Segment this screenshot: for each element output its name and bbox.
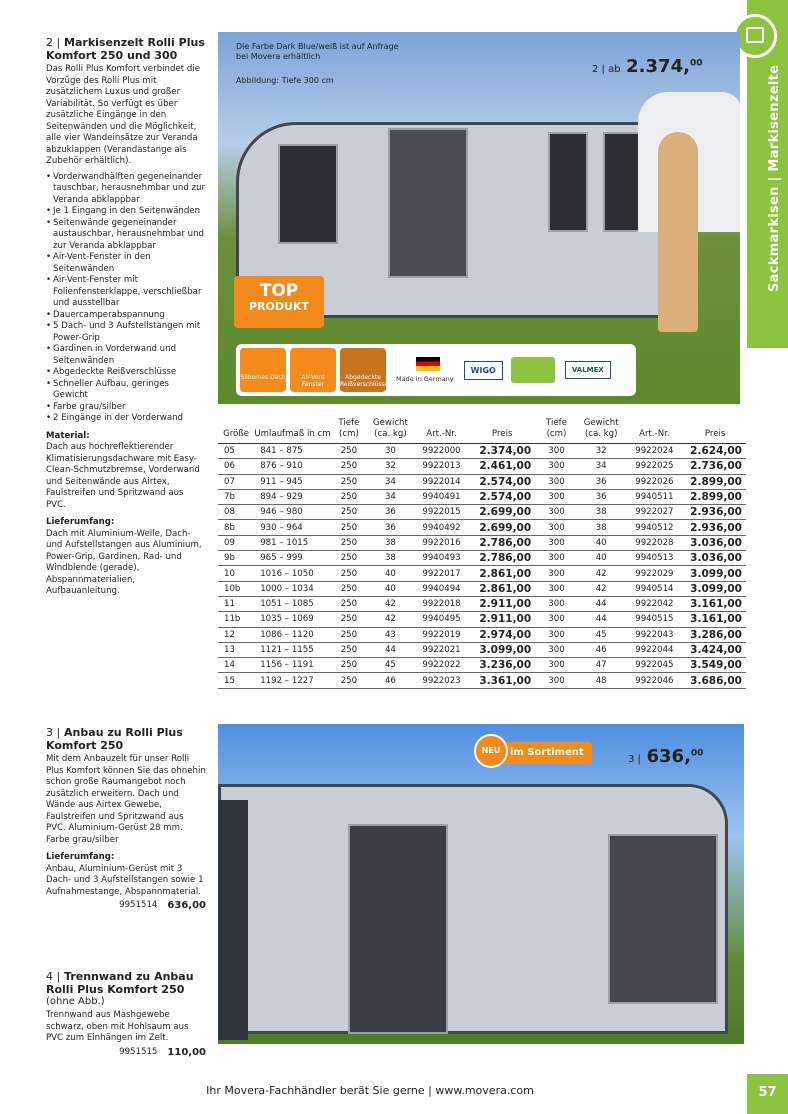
table-cell: 13	[218, 642, 254, 657]
table-cell: 981 – 1015	[254, 535, 331, 550]
table-cell: 2.736,00	[684, 459, 746, 474]
table-cell: 45	[578, 627, 625, 642]
item4-title: Trennwand zu Anbau Rolli Plus Komfort 250	[46, 970, 194, 996]
feature-bullet: • Air-Vent-Fenster mit Folienfensterklappe, verschließbar und ausstellbar	[46, 275, 206, 310]
table-row	[218, 444, 746, 459]
top-produkt-badge: TOP PRODUKT	[234, 276, 324, 328]
neu-im-sortiment-badge: NEU im Sortiment	[480, 742, 592, 764]
table-cell: 894 – 929	[254, 489, 331, 504]
table-cell: 2.861,00	[469, 566, 535, 581]
table-cell: 9922000	[414, 444, 469, 459]
feature-bullet: • 2 Eingänge in der Vorderwand	[46, 413, 206, 425]
table-cell: 38	[367, 535, 414, 550]
feature-bullet: • Je 1 Eingang in den Seitenwänden	[46, 206, 206, 218]
table-cell: 42	[578, 581, 625, 596]
item4-price-line	[46, 1047, 206, 1059]
table-cell: 9940514	[625, 581, 685, 596]
table-cell: 9922013	[414, 459, 469, 474]
table-cell: 1192 – 1227	[254, 673, 331, 688]
table-cell: 300	[535, 520, 578, 535]
table-cell: 300	[535, 627, 578, 642]
feature-bullet: • 5 Dach- und 3 Aufstellstangen mit Power-Grip	[46, 321, 206, 344]
photo1-caption-color: Die Farbe Dark Blue/weiß ist auf Anfrage bei Movera erhältlich	[236, 42, 399, 61]
table-cell: 300	[535, 459, 578, 474]
table-cell: 911 – 945	[254, 474, 331, 489]
table-cell: 250	[331, 520, 367, 535]
table-cell: 250	[331, 489, 367, 504]
column-header: Umlaufmaß in cm	[254, 418, 331, 444]
table-cell: 48	[578, 673, 625, 688]
table-cell: 1086 – 1120	[254, 627, 331, 642]
air-vent-icon: Air-Vent Fenster	[290, 348, 336, 392]
table-cell: 250	[331, 444, 367, 459]
table-cell: 9922026	[625, 474, 685, 489]
table-cell: 250	[331, 505, 367, 520]
table-cell: 40	[367, 566, 414, 581]
table-cell: 3.099,00	[684, 566, 746, 581]
table-cell: 930 – 964	[254, 520, 331, 535]
item4-art: 9951515	[119, 1046, 158, 1057]
table-row	[218, 535, 746, 550]
table-cell: 9940494	[414, 581, 469, 596]
table-header	[218, 418, 746, 444]
table-cell: 30	[367, 444, 414, 459]
table-cell: 300	[535, 444, 578, 459]
table-row	[218, 474, 746, 489]
table-cell: 3.036,00	[684, 551, 746, 566]
table-cell: 44	[578, 612, 625, 627]
table-cell: 40	[578, 535, 625, 550]
table-cell: 9922017	[414, 566, 469, 581]
table-cell: 9940511	[625, 489, 685, 504]
table-cell: 1000 – 1034	[254, 581, 331, 596]
table-cell: 15	[218, 673, 254, 688]
table-cell: 32	[578, 444, 625, 459]
table-cell: 2.699,00	[469, 505, 535, 520]
table-cell: 300	[535, 581, 578, 596]
table-cell: 250	[331, 551, 367, 566]
table-cell: 9922021	[414, 642, 469, 657]
item2-material-label: Material:	[46, 430, 90, 441]
table-row	[218, 489, 746, 504]
table-cell: 1035 – 1069	[254, 612, 331, 627]
column-header: Gewicht (ca. kg)	[578, 418, 625, 444]
table-cell: 300	[535, 566, 578, 581]
photo1-price: 2 | ab 2.374,00	[592, 56, 703, 77]
table-cell: 2.574,00	[469, 474, 535, 489]
table-cell: 3.099,00	[684, 581, 746, 596]
table-cell: 9922024	[625, 444, 685, 459]
item4-price: 110,00	[167, 1046, 206, 1058]
item2-desc: Das Rolli Plus Komfort verbindet die Vorzüge des Rolli Plus mit zusätzlichem Luxus und großer Variabilität. So verfügt es über zusätzliche Eingänge in den Seitenwänden und die Möglichkeit, alle vier Wandeinsätze zur Veranda abzuklappen (Verandastange als Zubehör erhältlich).	[46, 64, 200, 166]
table-cell: 300	[535, 673, 578, 688]
woman-figure	[658, 132, 698, 332]
table-cell: 9922022	[414, 658, 469, 673]
table-cell: 36	[367, 505, 414, 520]
feature-bullet: • Vorderwandhälften gegeneinander tauschbar, herausnehmbar und zur Veranda abklappbar	[46, 172, 206, 207]
table-cell: 36	[367, 520, 414, 535]
footer: Ihr Movera-Fachhändler berät Sie gerne | www.movera.com	[206, 1084, 534, 1097]
table-cell: 46	[367, 673, 414, 688]
table-cell: 1016 – 1050	[254, 566, 331, 581]
table-cell: 09	[218, 535, 254, 550]
table-cell: 300	[535, 505, 578, 520]
table-cell: 300	[535, 642, 578, 657]
table-cell: 3.161,00	[684, 596, 746, 611]
table-row	[218, 596, 746, 611]
table-cell: 300	[535, 596, 578, 611]
table-cell: 250	[331, 474, 367, 489]
wigo-logo: WIGO	[464, 361, 503, 380]
item3-scope: Anbau, Aluminium-Gerüst mit 3 Dach- und 3 Aufstellstangen sowie 1 Aufnahmestange, Abspannmaterial.	[46, 863, 204, 897]
table-cell: 250	[331, 627, 367, 642]
table-cell: 300	[535, 489, 578, 504]
item3-scope-label: Lieferumfang:	[46, 852, 115, 862]
table-cell: 250	[331, 642, 367, 657]
column-header: Tiefe (cm)	[331, 418, 367, 444]
table-cell: 05	[218, 444, 254, 459]
table-cell: 44	[578, 596, 625, 611]
column-header: Art.-Nr.	[625, 418, 685, 444]
table-cell: 250	[331, 596, 367, 611]
table-cell: 946 – 980	[254, 505, 331, 520]
table-cell: 2.911,00	[469, 596, 535, 611]
item2-title: Markisenzelt Rolli Plus Komfort 250 und 300	[46, 36, 205, 62]
table-cell: 47	[578, 658, 625, 673]
table-cell: 3.099,00	[469, 642, 535, 657]
table-cell: 3.236,00	[469, 658, 535, 673]
table-cell: 2.624,00	[684, 444, 746, 459]
section-tab-label: Sackmarkisen | Markisenzelte	[767, 64, 782, 292]
table-cell: 06	[218, 459, 254, 474]
table-cell: 3.361,00	[469, 673, 535, 688]
table-row	[218, 612, 746, 627]
table-cell: 1156 – 1191	[254, 658, 331, 673]
table-cell: 300	[535, 658, 578, 673]
product-photo-anbau	[218, 724, 744, 1044]
table-cell: 9922023	[414, 673, 469, 688]
table-cell: 9922046	[625, 673, 685, 688]
table-cell: 300	[535, 551, 578, 566]
table-cell: 3.549,00	[684, 658, 746, 673]
german-flag-icon	[416, 357, 440, 371]
table-cell: 9922018	[414, 596, 469, 611]
feature-bullet: • Dauercamperabspannung	[46, 310, 206, 322]
table-cell: 2.699,00	[469, 520, 535, 535]
item4-desc: Trennwand aus Mashgewebe schwarz, oben mit Hohlsaum aus PVC zum Einhängen im Zelt.	[46, 1010, 189, 1043]
table-cell: 250	[331, 535, 367, 550]
column-header: Gewicht (ca. kg)	[367, 418, 414, 444]
table-cell: 841 – 875	[254, 444, 331, 459]
table-cell: 9922043	[625, 627, 685, 642]
table-cell: 2.911,00	[469, 612, 535, 627]
table-cell: 08	[218, 505, 254, 520]
table-cell: 2.461,00	[469, 459, 535, 474]
item3-price: 636,00	[167, 900, 206, 911]
made-in-germany: Made in Germany	[396, 375, 454, 383]
table-cell: 36	[578, 489, 625, 504]
table-row	[218, 551, 746, 566]
table-cell: 250	[331, 673, 367, 688]
table-cell: 7b	[218, 489, 254, 504]
feature-bullet: • Schneller Aufbau, geringes Gewicht	[46, 379, 206, 402]
item2-scope: Dach mit Aluminium-Welle, Dach- und Aufstellstangen aus Aluminium, Power-Grip, Gardinen, Rad- und Windblende (gerade), Abspannmaterialien, Aufbauanleitung.	[46, 528, 202, 596]
table-cell: 300	[535, 535, 578, 550]
item2-scope-label: Lieferumfang:	[46, 517, 115, 527]
feature-bullet: • Seitenwände gegeneinander austauschbar, herausnehmbar und zur Veranda abklappbar	[46, 218, 206, 253]
table-row	[218, 642, 746, 657]
table-cell: 40	[367, 581, 414, 596]
table-cell: 9922019	[414, 627, 469, 642]
table-cell: 44	[367, 642, 414, 657]
table-cell: 9922029	[625, 566, 685, 581]
table-cell: 2.974,00	[469, 627, 535, 642]
table-cell: 9922045	[625, 658, 685, 673]
table-cell: 9940495	[414, 612, 469, 627]
column-header: Preis	[469, 418, 535, 444]
silver-roof-icon: Silbernes Dach	[240, 348, 286, 392]
table-cell: 250	[331, 459, 367, 474]
table-cell: 3.286,00	[684, 627, 746, 642]
item4-subtitle: (ohne Abb.)	[46, 996, 105, 1007]
table-cell: 9940512	[625, 520, 685, 535]
table-cell: 9922042	[625, 596, 685, 611]
table-cell: 2.899,00	[684, 489, 746, 504]
item3-title: Anbau zu Rolli Plus Komfort 250	[46, 726, 183, 752]
table-cell: 11b	[218, 612, 254, 627]
feature-icons	[236, 344, 636, 396]
table-cell: 3.686,00	[684, 673, 746, 688]
table-cell: 9940513	[625, 551, 685, 566]
zipper-icon: Abgedeckte Reißverschlüsse	[340, 348, 386, 392]
table-cell: 9940493	[414, 551, 469, 566]
table-cell: 2.786,00	[469, 535, 535, 550]
table-cell: 34	[367, 489, 414, 504]
page-number: 57	[747, 1074, 788, 1114]
price-table	[218, 418, 746, 689]
column-header: Größe	[218, 418, 254, 444]
table-row	[218, 520, 746, 535]
table-cell: 1051 – 1085	[254, 596, 331, 611]
photo1-caption-size: Abbildung: Tiefe 300 cm	[236, 76, 334, 85]
item2-heading: 2 | Markisenzelt Rolli Plus Komfort 250 und 300	[46, 36, 205, 62]
table-cell: 8b	[218, 520, 254, 535]
table-cell: 2.861,00	[469, 581, 535, 596]
table-cell: 2.374,00	[469, 444, 535, 459]
table-cell: 07	[218, 474, 254, 489]
table-cell: 250	[331, 612, 367, 627]
item3-desc: Mit dem Anbauzelt für unser Rolli Plus Komfort können Sie das ohnehin schon große Raumangebot noch zusätzlich erweitern. Dach und Wände aus Airtex Gewebe, Faulstreifen und Spritzwand aus PVC. Aluminium-Gerüst 28 mm. Farbe grau/silber	[46, 754, 206, 845]
table-cell: 32	[367, 459, 414, 474]
table-cell: 14	[218, 658, 254, 673]
item2-material: Dach aus hochreflektierender Klimatisierungsdachware mit Easy-Clean-Schmutzbremse, Vorderwand und Seitenwände aus Airtex, Faulstreifen und Spritzwand aus PVC.	[46, 442, 200, 510]
table-cell: 250	[331, 581, 367, 596]
table-cell: 1121 – 1155	[254, 642, 331, 657]
feature-bullet: • Abgedeckte Reißverschlüsse	[46, 367, 206, 379]
table-cell: 9922025	[625, 459, 685, 474]
photo2-price: 3 | 636,00	[628, 746, 704, 767]
item3-art: 9951514	[119, 900, 158, 910]
table-cell: 250	[331, 658, 367, 673]
table-cell: 36	[578, 474, 625, 489]
table-cell: 42	[367, 596, 414, 611]
item3-price-line	[46, 900, 206, 912]
table-cell: 12	[218, 627, 254, 642]
item4-heading: 4 | Trennwand zu Anbau Rolli Plus Komfort 250	[46, 970, 194, 996]
table-cell: 300	[535, 474, 578, 489]
table-cell: 38	[578, 505, 625, 520]
table-cell: 2.786,00	[469, 551, 535, 566]
table-cell: 43	[367, 627, 414, 642]
table-cell: 9922014	[414, 474, 469, 489]
table-cell: 2.574,00	[469, 489, 535, 504]
table-row	[218, 658, 746, 673]
feature-bullet: • Gardinen in Vorderwand und Seitenwänden	[46, 344, 206, 367]
table-cell: 10	[218, 566, 254, 581]
table-cell: 3.036,00	[684, 535, 746, 550]
item3-text	[46, 726, 206, 912]
table-cell: 9922044	[625, 642, 685, 657]
table-cell: 876 – 910	[254, 459, 331, 474]
table-cell: 9922027	[625, 505, 685, 520]
table-cell: 300	[535, 612, 578, 627]
table-cell: 45	[367, 658, 414, 673]
table-cell: 40	[578, 551, 625, 566]
feature-bullet: • Air-Vent-Fenster in den Seitenwänden	[46, 252, 206, 275]
table-row	[218, 505, 746, 520]
table-row	[218, 581, 746, 596]
table-cell: 34	[367, 474, 414, 489]
table-cell: 34	[578, 459, 625, 474]
column-header: Tiefe (cm)	[535, 418, 578, 444]
table-cell: 38	[367, 551, 414, 566]
product-photo-markisenzelt	[218, 32, 740, 404]
item3-heading: 3 | Anbau zu Rolli Plus Komfort 250	[46, 726, 183, 752]
table-row	[218, 673, 746, 688]
table-cell: 9b	[218, 551, 254, 566]
table-cell: 10b	[218, 581, 254, 596]
table-cell: 2.899,00	[684, 474, 746, 489]
table-cell: 38	[578, 520, 625, 535]
table-cell: 46	[578, 642, 625, 657]
column-header: Art.-Nr.	[414, 418, 469, 444]
feature-bullet: • Farbe grau/silber	[46, 402, 206, 414]
table-cell: 2.936,00	[684, 520, 746, 535]
table-cell: 2.936,00	[684, 505, 746, 520]
table-cell: 250	[331, 566, 367, 581]
table-row	[218, 459, 746, 474]
valmex-logo: VALMEX	[565, 361, 611, 379]
table-cell: 42	[578, 566, 625, 581]
table-cell: 9922016	[414, 535, 469, 550]
table-cell: 9922015	[414, 505, 469, 520]
item2-text	[46, 36, 206, 598]
table-cell: 9922028	[625, 535, 685, 550]
table-cell: 11	[218, 596, 254, 611]
table-cell: 42	[367, 612, 414, 627]
table-row	[218, 627, 746, 642]
table-cell: 9940515	[625, 612, 685, 627]
table-cell: 965 – 999	[254, 551, 331, 566]
item4-text	[46, 970, 206, 1058]
caravan-icon	[511, 357, 555, 383]
column-header: Preis	[684, 418, 746, 444]
table-row	[218, 566, 746, 581]
table-cell: 3.161,00	[684, 612, 746, 627]
table-cell: 3.424,00	[684, 642, 746, 657]
table-cell: 9940492	[414, 520, 469, 535]
item2-features	[46, 172, 206, 425]
table-cell: 9940491	[414, 489, 469, 504]
